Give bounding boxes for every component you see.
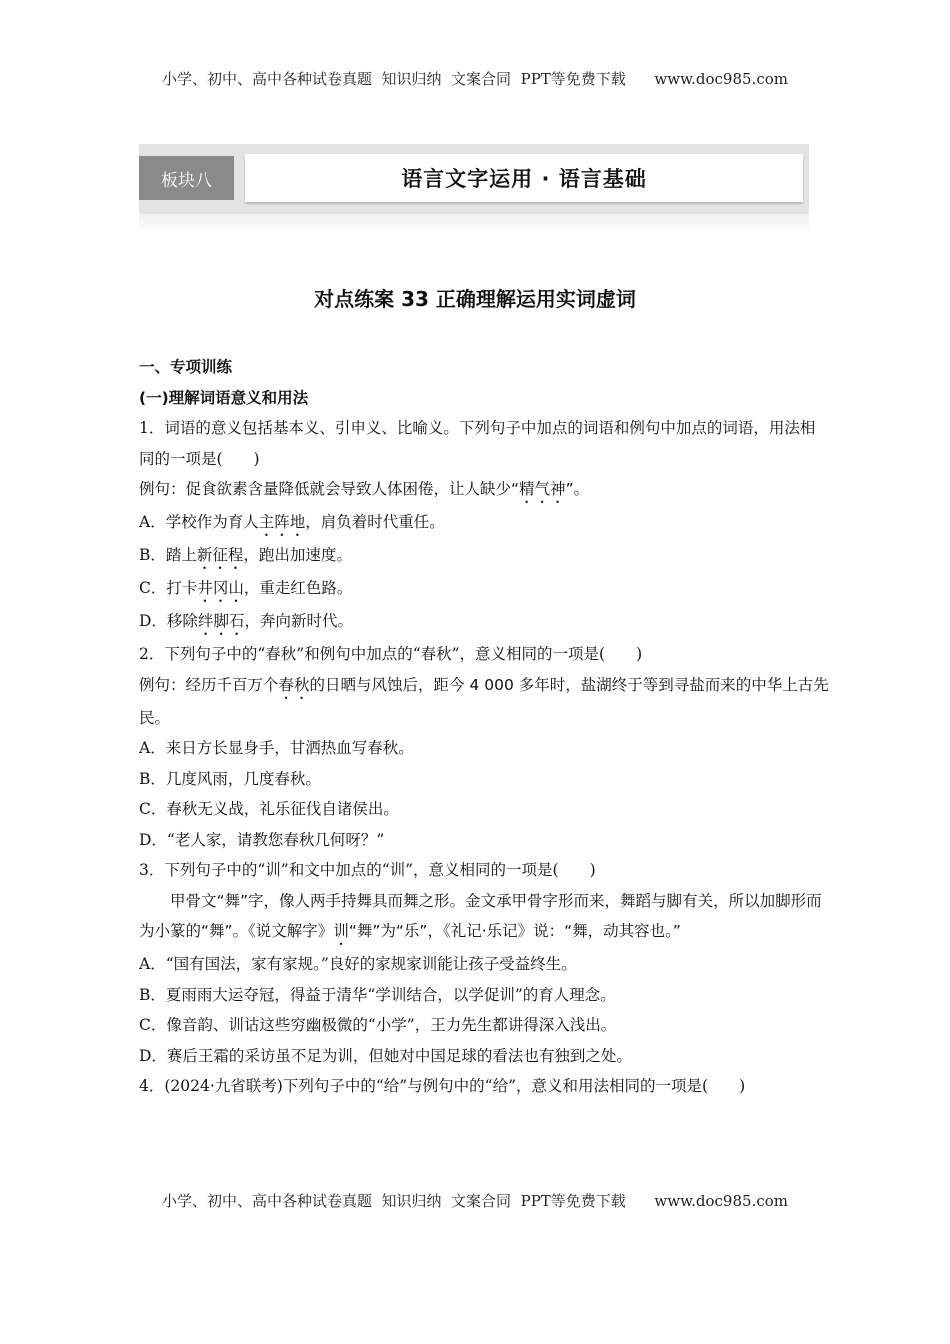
- q3-passage: 甲骨文“舞”字，像人两手持舞具而舞之形。金文承甲骨字形而来，舞蹈与脚有关，所以加脚形而为小篆的“舞”。《说文解字》训“舞”为“乐”，《礼记·乐记》说：“舞，动其容也。”: [139, 891, 822, 940]
- dotted-word: 训: [333, 922, 349, 940]
- q1-option-b: B．踏上新征程，跑出加速度。: [139, 546, 352, 564]
- q3-option-d: D．赛后王霜的采访虽不足为训，但她对中国足球的看法也有独到之处。: [139, 1046, 632, 1065]
- q2-example: 例句：经历千百万个春秋的日晒与风蚀后，距今 4 000 多年时，盐湖终于等到寻盐而来的中华上古先民。: [139, 675, 829, 727]
- q3-option-c: C．像音韵、训诂这些穷幽极微的“小学”，王力先生都讲得深入浅出。: [139, 1016, 617, 1034]
- dotted-word: 主阵地: [258, 513, 306, 531]
- section-subheading: (一)理解词语意义和用法: [139, 388, 309, 407]
- q3-stem: 3．下列句子中的“训”和文中加点的“训”，意义相同的一项是( ): [139, 861, 596, 879]
- q1-option-d: D．移除绊脚石，奔向新时代。: [139, 612, 353, 630]
- q3-option-b: B．夏雨雨大运夺冠，得益于清华“学训结合，以学促训”的育人理念。: [139, 985, 616, 1004]
- q4-stem: 4．(2024·九省联考)下列句子中的“给”与例句中的“给”，意义和用法相同的一项是( ): [139, 1077, 746, 1095]
- dotted-word: 井冈山: [197, 579, 244, 597]
- q2-option-b: B．几度风雨，几度春秋。: [139, 769, 321, 788]
- page-footer: 小学、初中、高中各种试卷真题 知识归纳 文案合同 PPT等免费下载 www.doc985.com: [161, 1192, 788, 1210]
- q1-option-c: C．打卡井冈山，重走红色路。: [139, 579, 353, 597]
- banner-tag: 板块八: [139, 156, 234, 200]
- q2-option-c: C．春秋无义战，礼乐征伐自诸侯出。: [139, 800, 399, 818]
- banner-title: 语言文字运用 · 语言基础: [245, 154, 803, 202]
- q1-stem: 1．词语的意义包括基本义、引申义、比喻义。下列句子中加点的词语和例句中加点的词语，用法相同的一项是( ): [139, 419, 816, 468]
- q2-option-d: D．“老人家，请教您春秋几何呀？”: [139, 830, 385, 849]
- q3-option-a: A．“国有国法，家有家规。”良好的家规家训能让孩子受益终生。: [139, 955, 577, 973]
- page-header: 小学、初中、高中各种试卷真题 知识归纳 文案合同 PPT等免费下载 www.doc985.com: [161, 70, 788, 88]
- banner-shadow: [139, 214, 809, 234]
- dotted-word: 精气神: [519, 480, 566, 498]
- dotted-word: 新征程: [196, 546, 244, 564]
- section-banner: [139, 144, 809, 214]
- section-heading: 一、专项训练: [139, 358, 233, 376]
- q2-option-a: A．来日方长显身手，甘洒热血写春秋。: [139, 739, 414, 757]
- dotted-word: 绊脚石: [197, 612, 245, 630]
- q1-example: 例句：促食欲素含量降低就会导致人体困倦，让人缺少“精气神”。: [139, 480, 590, 498]
- q1-option-a: A．学校作为育人主阵地，肩负着时代重任。: [139, 513, 445, 531]
- exercise-content: [139, 352, 829, 1102]
- page-title: 对点练案 33 正确理解运用实词虚词: [314, 287, 636, 311]
- q2-stem: 2．下列句子中的“春秋”和例句中加点的“春秋”，意义相同的一项是( ): [139, 645, 643, 663]
- dotted-word: 春秋: [278, 675, 310, 694]
